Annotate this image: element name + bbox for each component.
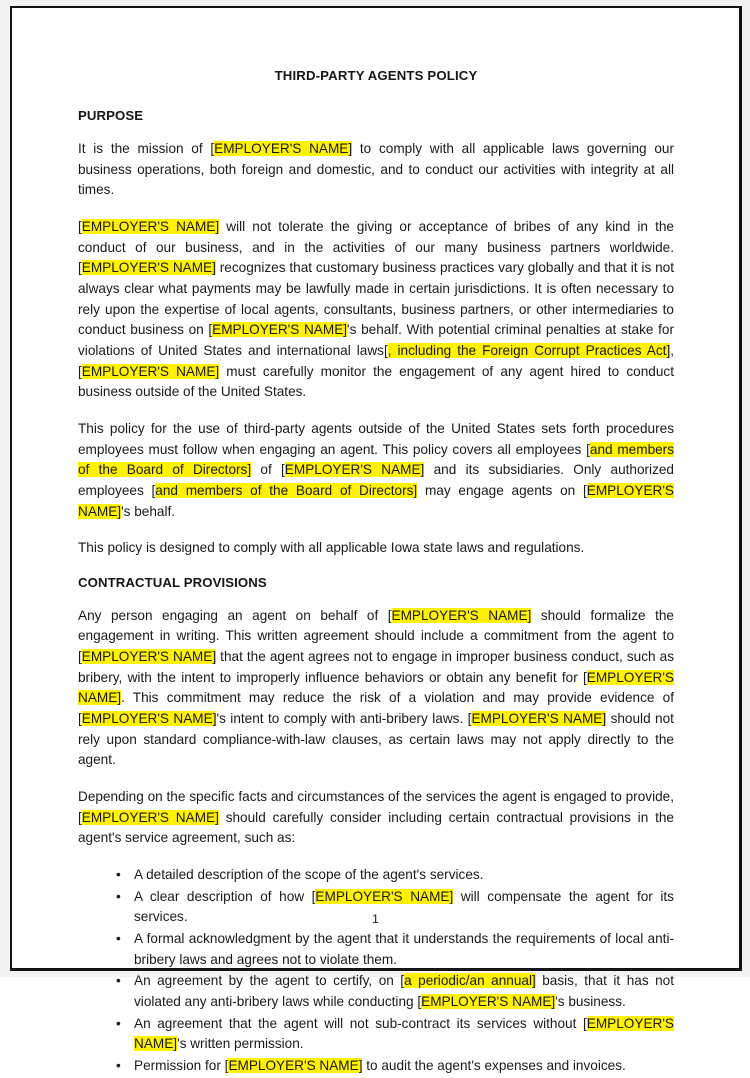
paragraph	[78, 217, 674, 403]
highlighted-placeholder: EMPLOYER'S NAME]	[81, 711, 217, 727]
page-number: 1	[372, 912, 379, 926]
section-contractual-provisions	[78, 575, 674, 1077]
list-item-text	[134, 867, 483, 882]
highlighted-placeholder: a periodic/an annual]	[404, 973, 536, 989]
highlighted-placeholder: EMPLOYER'S NAME]	[284, 462, 425, 478]
text-run: to audit the agent's expenses and invoices.	[362, 1057, 626, 1073]
list-item	[78, 865, 674, 886]
text-run: should carefully consider including certain contractual provisions in the agent's service agreement, such as:	[78, 809, 674, 846]
text-run: This policy is designed to comply with all applicable Iowa state laws and regulations.	[78, 540, 585, 556]
bullet-icon: •	[116, 867, 121, 883]
text-run: . This commitment may reduce the risk of a violation and may provide evidence of [	[78, 690, 674, 727]
text-run: 's behalf.	[121, 503, 176, 519]
highlighted-placeholder: EMPLOYER'S NAME]	[315, 888, 454, 904]
text-run: It is the mission of [	[78, 141, 215, 156]
document-title: THIRD-PARTY AGENTS POLICY	[274, 68, 478, 83]
paragraph	[78, 787, 674, 849]
text-run: and its subsidiaries. Only authorized employees [	[78, 462, 674, 498]
highlighted-placeholder: EMPLOYER'S NAME]	[391, 607, 532, 623]
text-run: should formalize the engagement in writing. This written agreement should include a commitment from the agent to [	[78, 607, 674, 665]
text-run: will not tolerate the giving or acceptance of bribes of any kind in the conduct of our business, and in the activities of our many business partners worldwide. [	[78, 218, 674, 276]
highlighted-placeholder: EMPLOYER'S NAME]	[78, 669, 674, 706]
text-run: A formal acknowledgment by the agent that it understands the requirements of local anti-bribery laws and agrees not to violate them.	[134, 931, 674, 967]
list-item-text	[134, 931, 674, 967]
bullet-icon: •	[116, 931, 121, 946]
document-page	[10, 6, 742, 1073]
highlighted-placeholder: and members of the Board of Directors]	[78, 441, 675, 478]
text-run: A clear description of how [	[134, 888, 316, 904]
highlighted-placeholder: EMPLOYER'S NAME]	[471, 711, 607, 727]
highlighted-placeholder: EMPLOYER'S NAME]	[421, 993, 556, 1009]
highlighted-placeholder: , including the Foreign Corrupt Practices Act]	[387, 342, 671, 358]
list-item	[78, 1056, 674, 1077]
highlighted-placeholder: EMPLOYER'S NAME]	[81, 809, 219, 825]
text-run: An agreement that the agent will not sub-contract its services without [	[134, 1015, 587, 1031]
text-run: must carefully monitor the engagement of any agent hired to conduct business outside of the United States.	[78, 363, 674, 400]
highlighted-placeholder: EMPLOYER'S NAME]	[81, 260, 216, 276]
highlighted-placeholder: and members of the Board of Directors]	[155, 482, 418, 498]
bullet-icon: •	[116, 1015, 121, 1031]
text-run: that the agent agrees not to engage in improper business conduct, such as bribery, with the intent to improperly influence behaviors or obtain any benefit for [	[78, 649, 674, 685]
bullet-icon: •	[116, 888, 121, 904]
paragraph	[78, 606, 674, 771]
text-run: may engage agents on [	[417, 482, 587, 498]
text-run: 's written permission.	[177, 1036, 304, 1052]
section-purpose	[78, 108, 674, 559]
text-run: should not rely upon standard compliance-with-law clauses, as certain laws may not apply directly to the agent.	[78, 711, 674, 768]
text-run: recognizes that customary business practices vary globally and that it is not always clear what payments may be lawfully made in certain jurisdictions. It is often necessary to rely upon the expertise of local agents, consultants, business partners, or other intermediaries to conduct business on [	[78, 260, 674, 338]
highlighted-placeholder: EMPLOYER'S NAME]	[228, 1057, 363, 1073]
text-run: to comply with all applicable laws governing our business operations, both foreign and domestic, and to conduct our activities with integrity at all times.	[78, 141, 674, 198]
bullet-icon: •	[116, 1057, 121, 1073]
paragraph	[78, 139, 674, 201]
list-item-text	[134, 1058, 626, 1073]
text-run: , [	[78, 342, 675, 379]
text-run: Any person engaging an agent on behalf of [	[78, 607, 392, 623]
text-run: basis, that it has not violated any anti-bribery laws while conducting [	[134, 973, 675, 1009]
list-item	[78, 1014, 674, 1055]
page-content	[78, 68, 674, 1078]
list-item	[78, 971, 674, 1012]
contractual-paragraphs	[78, 606, 674, 849]
text-run: An agreement by the agent to certify, on [	[134, 973, 405, 989]
highlighted-placeholder: EMPLOYER'S NAME]	[81, 363, 220, 379]
highlighted-placeholder: EMPLOYER'S NAME]	[81, 218, 220, 234]
text-run: 's business.	[555, 993, 626, 1009]
text-run: This policy for the use of third-party agents outside of the United States sets forth procedures employees must follow when engaging an agent. This policy covers all employees [	[78, 420, 674, 457]
text-run: will compensate the agent for its services.	[134, 888, 674, 925]
highlighted-placeholder: EMPLOYER'S NAME]	[214, 141, 353, 156]
list-item	[78, 929, 674, 970]
highlighted-placeholder: EMPLOYER'S NAME]	[81, 649, 217, 665]
highlighted-placeholder: EMPLOYER'S NAME]	[212, 322, 348, 338]
text-run: A detailed description of the scope of the agent's services.	[134, 867, 484, 883]
highlighted-placeholder: EMPLOYER'S NAME]	[78, 482, 674, 519]
bullet-icon: •	[116, 973, 121, 989]
text-run: 's behalf. With potential criminal penalties at stake for violations of United States and international laws[	[78, 322, 674, 358]
paragraph	[78, 538, 674, 559]
text-run: 's intent to comply with anti-bribery laws. [	[216, 711, 472, 727]
section-heading-purpose: PURPOSE	[78, 108, 144, 123]
purpose-paragraphs	[78, 139, 674, 559]
highlighted-placeholder: EMPLOYER'S NAME]	[134, 1015, 674, 1052]
list-item-text	[134, 1016, 674, 1052]
section-heading-contractual-provisions: CONTRACTUAL PROVISIONS	[78, 574, 267, 590]
text-run: Permission for [	[134, 1057, 229, 1073]
text-run: of [	[251, 462, 285, 478]
text-run: Depending on the specific facts and circumstances of the services the agent is engaged to provide, [	[78, 789, 674, 825]
paragraph	[78, 419, 674, 522]
text-run: [	[78, 218, 82, 234]
provision-list	[78, 865, 674, 1077]
list-item-text	[134, 973, 674, 1009]
